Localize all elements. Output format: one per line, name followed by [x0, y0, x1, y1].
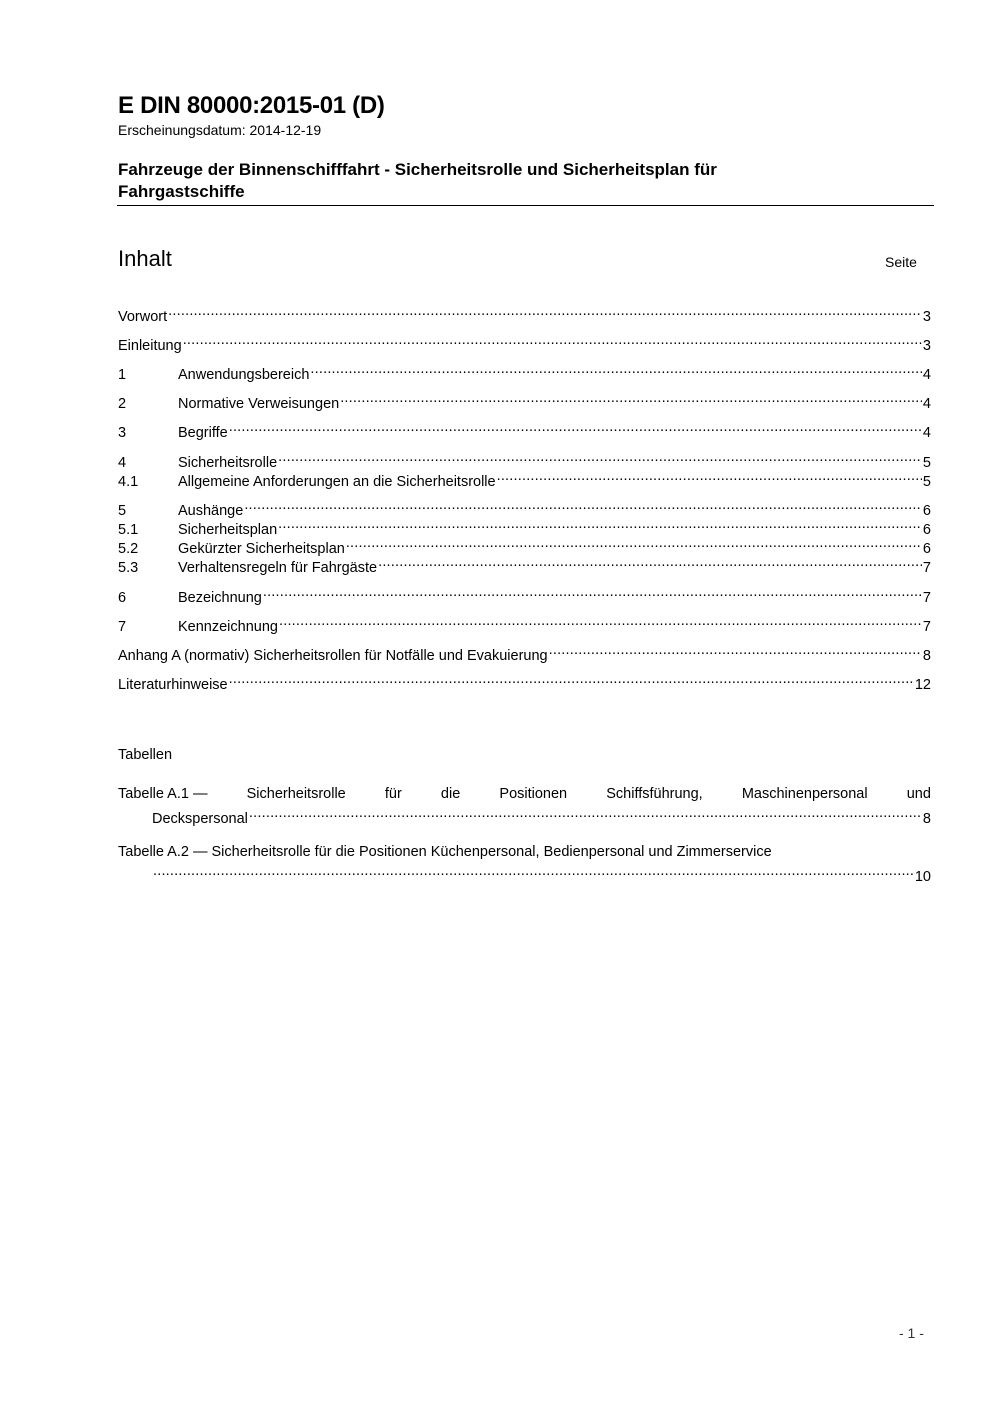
toc-entry-page: 4 — [922, 425, 931, 441]
document-title-line-2: Fahrgastschiffe — [118, 182, 245, 201]
toc-entry-title: Bezeichnung — [178, 590, 262, 606]
toc-entry-page: 5 — [922, 474, 931, 490]
toc-leader-dots — [378, 553, 922, 572]
table-entry-a2-continuation[interactable] — [152, 862, 931, 885]
toc-entry-page: 6 — [922, 541, 931, 557]
toc-entry-page: 3 — [922, 338, 931, 354]
toc-entry-5-1[interactable] — [118, 515, 931, 538]
document-id: E DIN 80000:2015-01 (D) — [118, 92, 385, 119]
toc-leader-dots — [346, 534, 922, 553]
toc-leader-dots — [310, 360, 922, 379]
toc-leader-dots — [340, 389, 922, 408]
toc-entry-2[interactable] — [118, 389, 931, 412]
table-entry-a1-continuation[interactable] — [152, 804, 931, 827]
toc-leader-dots — [278, 515, 922, 534]
toc-entry-page: 3 — [922, 309, 931, 325]
toc-entry-title: Gekürzter Sicherheitsplan — [178, 541, 345, 557]
toc-entry-page: 12 — [914, 677, 931, 693]
toc-entry-number: 4 — [118, 455, 127, 471]
toc-entry-6[interactable] — [118, 583, 931, 606]
table-entry-word: Maschinenpersonal — [741, 786, 868, 802]
toc-leader-dots — [168, 302, 922, 321]
table-entry-a1[interactable] — [118, 785, 931, 804]
toc-entry-page: 5 — [922, 455, 931, 471]
toc-entry-number: 5.1 — [118, 522, 139, 538]
toc-entry-title: Kennzeichnung — [178, 619, 278, 635]
title-divider — [117, 205, 934, 206]
toc-entry-title: Verhaltensregeln für Fahrgäste — [178, 560, 378, 576]
toc-entry-title: Aushänge — [178, 503, 244, 519]
toc-entry-title: Sicherheitsrolle — [178, 455, 278, 471]
table-entry-word: für — [384, 786, 402, 802]
toc-leader-dots — [229, 418, 922, 437]
toc-entry-5-2[interactable] — [118, 534, 931, 557]
toc-entry-4[interactable] — [118, 448, 931, 471]
table-entry-word: Tabelle A.1 — — [118, 786, 208, 802]
page-column-label: Seite — [885, 254, 917, 270]
toc-entry-title: Literaturhinweise — [118, 677, 228, 693]
toc-entry-3[interactable] — [118, 418, 931, 441]
toc-entry-number: 5.2 — [118, 541, 139, 557]
toc-leader-dots — [497, 467, 922, 486]
toc-entry-page: 4 — [922, 396, 931, 412]
toc-entry-title: Normative Verweisungen — [178, 396, 340, 412]
toc-entry-literaturhinweise[interactable] — [118, 670, 931, 693]
toc-entry-number: 2 — [118, 396, 127, 412]
tables-heading: Tabellen — [118, 747, 173, 763]
document-title-line-1: Fahrzeuge der Binnenschifffahrt - Sicherheitsrolle und Sicherheitsplan für — [118, 160, 717, 179]
toc-leader-dots — [263, 583, 922, 602]
toc-leader-dots — [249, 804, 922, 823]
toc-entry-title: Sicherheitsplan — [178, 522, 278, 538]
toc-entry-anhang-a[interactable] — [118, 641, 931, 664]
toc-entry-number: 6 — [118, 590, 127, 606]
table-entry-word: die — [440, 786, 461, 802]
toc-entry-5-3[interactable] — [118, 553, 931, 576]
toc-entry-number: 3 — [118, 425, 127, 441]
toc-entry-einleitung[interactable] — [118, 331, 931, 354]
table-entry-a2[interactable] — [118, 843, 931, 862]
table-entry-word: Schiffsführung, — [606, 786, 703, 802]
table-entry-word: Sicherheitsrolle — [246, 786, 346, 802]
toc-entry-page: 6 — [922, 503, 931, 519]
toc-entry-5[interactable] — [118, 496, 931, 519]
toc-entry-number: 5.3 — [118, 560, 139, 576]
toc-entry-number: 4.1 — [118, 474, 139, 490]
table-entry-word: und — [906, 786, 931, 802]
toc-entry-page: 4 — [922, 367, 931, 383]
toc-entry-page: 8 — [922, 648, 931, 664]
toc-entry-title: Anwendungsbereich — [178, 367, 310, 383]
toc-entry-page: 7 — [922, 590, 931, 606]
toc-entry-4-1[interactable] — [118, 467, 931, 490]
toc-leader-dots — [183, 331, 922, 350]
toc-entry-vorwort[interactable] — [118, 302, 931, 325]
toc-entry-number: 7 — [118, 619, 127, 635]
toc-entry-title: Vorwort — [118, 309, 168, 325]
table-entry-page: 8 — [922, 811, 931, 827]
toc-entry-title: Einleitung — [118, 338, 182, 354]
table-entry-title: Tabelle A.2 — Sicherheitsrolle für die Positionen Küchenpersonal, Bedienpersonal und Zimmerservice — [118, 844, 772, 860]
toc-heading: Inhalt — [118, 246, 172, 271]
toc-entry-number: 1 — [118, 367, 127, 383]
table-entry-title: Deckspersonal — [152, 811, 248, 827]
toc-entry-title: Allgemeine Anforderungen an die Sicherheitsrolle — [178, 474, 496, 490]
toc-entry-page: 6 — [922, 522, 931, 538]
document-title — [118, 159, 898, 203]
toc-entry-page: 7 — [922, 619, 931, 635]
table-entry-word: Positionen — [499, 786, 568, 802]
table-entry-page: 10 — [914, 869, 931, 885]
toc-leader-dots — [244, 496, 922, 515]
page-number: - 1 - — [899, 1325, 924, 1341]
toc-entry-7[interactable] — [118, 612, 931, 635]
toc-entry-title: Begriffe — [178, 425, 228, 441]
toc-leader-dots — [278, 448, 922, 467]
toc-entry-1[interactable] — [118, 360, 931, 383]
toc-leader-dots — [279, 612, 922, 631]
toc-entry-page: 7 — [922, 560, 931, 576]
toc-entry-number: 5 — [118, 503, 127, 519]
toc-leader-dots — [229, 670, 914, 689]
toc-leader-dots — [153, 862, 914, 881]
toc-entry-title: Anhang A (normativ) Sicherheitsrollen für Notfälle und Evakuierung — [118, 648, 548, 664]
toc-leader-dots — [549, 641, 922, 660]
publication-date: Erscheinungsdatum: 2014-12-19 — [118, 122, 322, 138]
